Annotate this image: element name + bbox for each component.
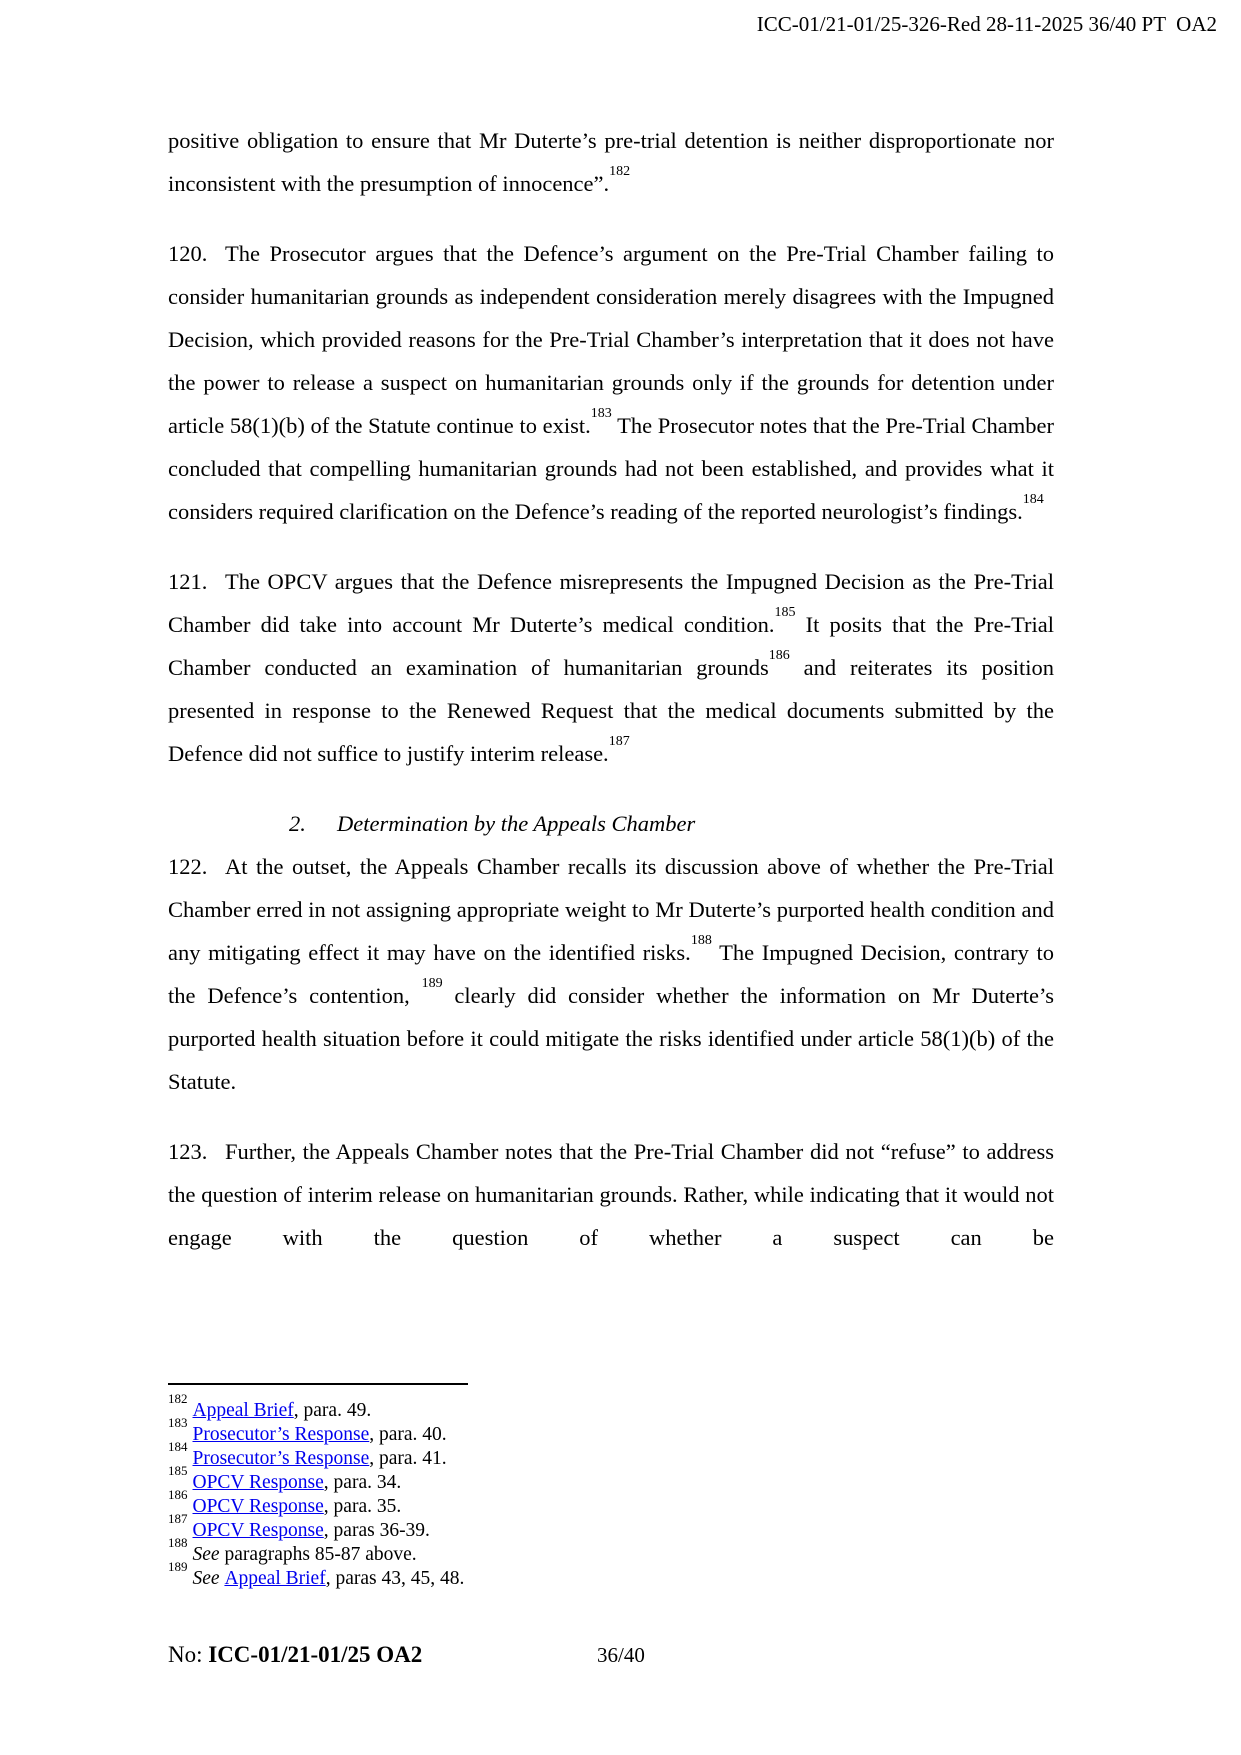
footnote-text: , paras 43, 45, 48. bbox=[325, 1568, 465, 1589]
paragraph-123 bbox=[168, 1130, 1054, 1259]
footnote-link[interactable]: OPCV Response bbox=[192, 1472, 324, 1493]
paragraph-text: Further, the Appeals Chamber notes that the Pre-Trial Chamber did not “refuse” to address the question of interim release on humanitarian grounds. Rather, while indicating that it would not engage with the question of whether a suspect can be bbox=[168, 1139, 1054, 1250]
footnote-ref-186: 186 bbox=[768, 647, 790, 663]
paragraph-120 bbox=[168, 232, 1054, 533]
footnote-ref-187: 187 bbox=[608, 733, 630, 749]
footnote-ref-189: 189 bbox=[421, 975, 443, 991]
footnote-number: 184 bbox=[168, 1438, 188, 1454]
footnote-ref-188: 188 bbox=[690, 932, 712, 948]
footnote-link[interactable]: OPCV Response bbox=[192, 1520, 324, 1541]
page-footer bbox=[168, 1642, 1054, 1668]
page-number: 36/40 bbox=[597, 1643, 645, 1667]
footnote-ref-183: 183 bbox=[590, 405, 612, 421]
footnote-text: , para. 34. bbox=[323, 1472, 402, 1493]
footnote-link[interactable]: Appeal Brief bbox=[192, 1400, 294, 1421]
footnote-link[interactable]: Appeal Brief bbox=[224, 1568, 326, 1589]
footnote-188 bbox=[168, 1534, 1054, 1567]
paragraph-number: 121. bbox=[168, 569, 208, 594]
document-body bbox=[168, 119, 1054, 1286]
footnote-182 bbox=[168, 1390, 1054, 1423]
footnote-number: 183 bbox=[168, 1414, 188, 1430]
paragraph-number: 123. bbox=[168, 1139, 208, 1164]
footnote-link[interactable]: Prosecutor’s Response bbox=[192, 1424, 370, 1445]
footnote-separator bbox=[168, 1383, 468, 1385]
paragraph-number: 120. bbox=[168, 241, 208, 266]
paragraph-text: The Prosecutor notes that the Pre-Trial Chamber concluded that compelling humanitarian grounds had not been established, and provides what it considers required clarification on the Defence’s reading of the reported neurologist’s findings. bbox=[168, 413, 1055, 524]
footnote-187 bbox=[168, 1510, 1054, 1543]
footnote-185 bbox=[168, 1462, 1054, 1495]
footnote-lead: See bbox=[192, 1544, 225, 1565]
footnote-lead: See bbox=[192, 1568, 225, 1589]
paragraph-number: 122. bbox=[168, 854, 208, 879]
paragraph-text: clearly did consider whether the information on Mr Duterte’s purported health situation before it could mitigate the risks identified under article 58(1)(b) of the Statute. bbox=[168, 983, 1054, 1094]
footnote-number: 185 bbox=[168, 1462, 188, 1478]
paragraph-text: and reiterates its position presented in response to the Renewed Request that the medical documents submitted by the Defence did not suffice to justify interim release. bbox=[168, 655, 1054, 766]
footnote-number: 187 bbox=[168, 1510, 188, 1526]
footnote-text: , para. 40. bbox=[369, 1424, 447, 1445]
footnote-183 bbox=[168, 1414, 1054, 1447]
paragraph-text: positive obligation to ensure that Mr Duterte’s pre-trial detention is neither disproportionate nor inconsistent with the presumption of innocence”. bbox=[168, 128, 1054, 196]
case-number: ICC-01/21-01/25 OA2 bbox=[208, 1642, 423, 1667]
footnote-link[interactable]: OPCV Response bbox=[192, 1496, 324, 1517]
footnote-text: , para. 35. bbox=[323, 1496, 402, 1517]
footnote-number: 182 bbox=[168, 1390, 188, 1406]
footnote-text: , paras 36-39. bbox=[323, 1520, 430, 1541]
paragraph-text: At the outset, the Appeals Chamber recalls its discussion above of whether the Pre-Trial Chamber erred in not assigning appropriate weight to Mr Duterte’s purported health condition and any mitigating effect it may have on the identified risks. bbox=[168, 854, 1054, 965]
footnote-number: 188 bbox=[168, 1534, 188, 1550]
footnote-text: , para. 41. bbox=[369, 1448, 447, 1469]
footnote-184 bbox=[168, 1438, 1054, 1471]
paragraph-122 bbox=[168, 845, 1054, 1103]
footnote-number: 186 bbox=[168, 1486, 188, 1502]
paragraph-text: The Prosecutor argues that the Defence’s argument on the Pre-Trial Chamber failing to consider humanitarian grounds as independent consideration merely disagrees with the Impugned Decision, which provided reasons for the Pre-Trial Chamber’s interpretation that it does not have the power to release a suspect on humanitarian grounds only if the grounds for detention under article 58(1)(b) of the Statute continue to exist. bbox=[168, 241, 1054, 438]
footnote-link[interactable]: Prosecutor’s Response bbox=[192, 1448, 370, 1469]
footer-label: No: bbox=[168, 1642, 209, 1667]
footnote-ref-185: 185 bbox=[774, 604, 796, 620]
section-heading-determination bbox=[289, 802, 1054, 845]
footnote-ref-182: 182 bbox=[609, 163, 631, 179]
e-court-stamp: ICC-01/21-01/25-326-Red 28-11-2025 36/40 PT OA2 bbox=[756, 12, 1217, 36]
paragraph-text: It posits that the Pre-Trial Chamber conducted an examination of humanitarian grounds bbox=[168, 612, 1054, 680]
footnote-text: paragraphs 85-87 above. bbox=[224, 1544, 417, 1565]
paragraph-121 bbox=[168, 560, 1054, 775]
footnote-text: , para. 49. bbox=[293, 1400, 372, 1421]
footnote-number: 189 bbox=[168, 1558, 188, 1574]
footnote-186 bbox=[168, 1486, 1054, 1519]
footnote-ref-184: 184 bbox=[1022, 491, 1044, 507]
footnotes-section bbox=[168, 1383, 1054, 1591]
paragraph-text: The Impugned Decision, contrary to the Defence’s contention, bbox=[168, 940, 1055, 1008]
paragraph-text: The OPCV argues that the Defence misrepresents the Impugned Decision as the Pre-Trial Chamber did take into account Mr Duterte’s medical condition. bbox=[168, 569, 1054, 637]
footnote-189 bbox=[168, 1558, 1054, 1591]
heading-number: 2. bbox=[289, 811, 306, 836]
heading-text: Determination by the Appeals Chamber bbox=[337, 811, 696, 836]
paragraph-119-continuation bbox=[168, 119, 1054, 205]
